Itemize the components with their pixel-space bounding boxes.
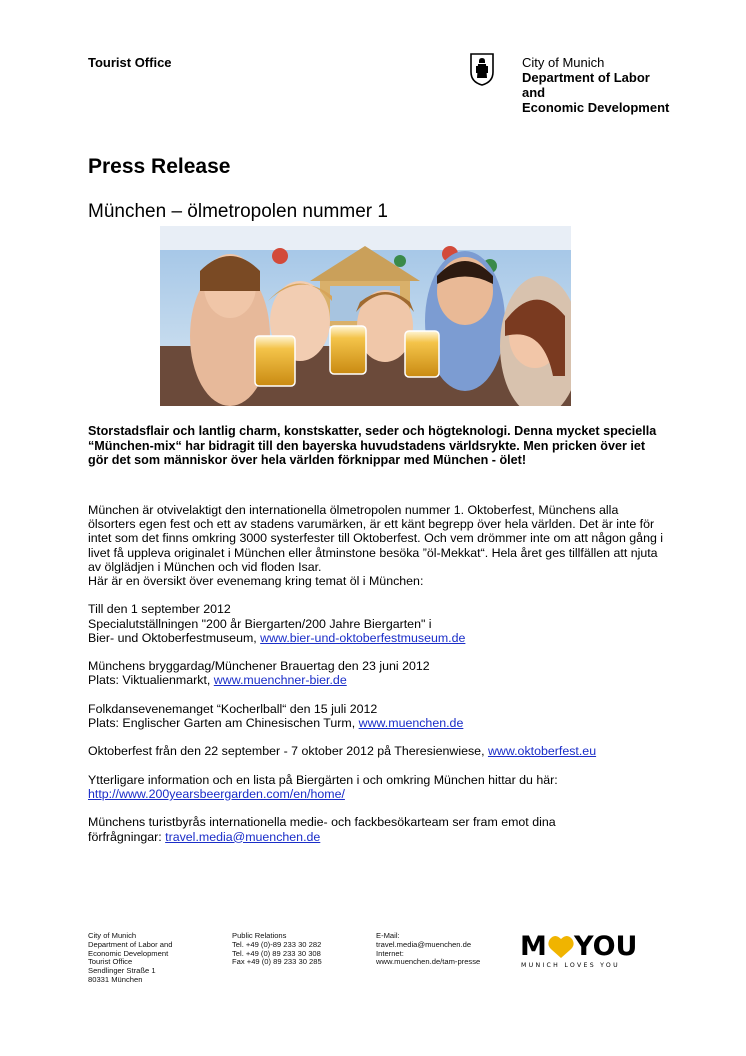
footer-line: 80331 München bbox=[88, 974, 143, 984]
footer-line: Tel. +49 (0) 89 233 30 308 bbox=[232, 948, 321, 958]
event-kocherlball bbox=[88, 702, 668, 730]
footer-line: Department of Labor and bbox=[88, 939, 173, 949]
footer-line: E-Mail: bbox=[376, 931, 400, 940]
event-place: Plats: Viktualienmarkt, bbox=[88, 673, 214, 688]
museum-link[interactable]: www.bier-und-oktoberfestmuseum.de bbox=[260, 630, 466, 645]
footer-line: Public Relations bbox=[232, 931, 287, 940]
email-link[interactable]: travel.media@muenchen.de bbox=[165, 829, 321, 844]
header-tourist-office: Tourist Office bbox=[88, 55, 172, 70]
beergarden-link[interactable]: http://www.200yearsbeergarden.com/en/home/ bbox=[88, 786, 345, 801]
event-exhibition bbox=[88, 602, 668, 645]
more-info bbox=[88, 773, 668, 801]
body-text bbox=[88, 503, 668, 858]
overview-line: Här är en översikt över evenemang kring temat öl i München: bbox=[88, 574, 424, 589]
footer-line: Economic Development bbox=[88, 948, 169, 958]
more-info-text: Ytterligare information och en lista på Biergärten i och omkring München hittar du här: bbox=[88, 772, 558, 787]
footer-line: Internet: bbox=[376, 948, 404, 958]
event-date: Till den 1 september 2012 bbox=[88, 602, 231, 617]
event-title: Münchens bryggardag/Münchener Brauertag den 23 juni 2012 bbox=[88, 659, 430, 674]
footer-line: Sendlinger Straße 1 bbox=[88, 966, 156, 976]
contact-text-2: förfrågningar: bbox=[88, 829, 166, 844]
page-title: Press Release bbox=[88, 155, 231, 178]
event-title: Oktoberfest från den 22 september - 7 oktober 2012 på Theresienwiese, bbox=[88, 744, 488, 759]
footer-line: www.muenchen.de/tam-presse bbox=[376, 957, 481, 967]
munich-coat-of-arms-icon bbox=[469, 52, 495, 86]
header-dept-line: Department of Labor bbox=[522, 70, 650, 85]
header-city-line: City of Munich bbox=[522, 55, 605, 70]
logo-tagline: MUNICH LOVES YOU bbox=[521, 962, 620, 969]
event-place: Bier- und Oktoberfestmuseum, bbox=[88, 630, 261, 645]
lead-paragraph: Storstadsflair och lantlig charm, konstskatter, seder och högteknologi. Denna mycket speciella “München-mix“ har bidragit till den bayerska huvudstadens världsrykte. Men pricken över iet gör det som människor över hela världen förknippar med München - ölet! bbox=[88, 424, 657, 467]
contact-info bbox=[88, 815, 668, 843]
footer-line: Fax +49 (0) 89 233 30 285 bbox=[232, 957, 322, 967]
event-title: Specialutställningen "200 år Biergarten/200 Jahre Biergarten" i bbox=[88, 616, 432, 631]
event-title: Folkdansevenemanget “Kocherlball“ den 15 juli 2012 bbox=[88, 701, 378, 716]
footer-line: City of Munich bbox=[88, 931, 137, 940]
munich-loves-you-logo bbox=[520, 928, 655, 970]
page-subtitle: München – ölmetropolen nummer 1 bbox=[88, 201, 388, 222]
event-oktoberfest bbox=[88, 744, 668, 758]
footer-line: travel.media@muenchen.de bbox=[376, 939, 472, 949]
header-and-line: and bbox=[522, 85, 546, 100]
intro-paragraph: München är otvivelaktigt den internationella ölmetropolen nummer 1. Oktoberfest, Münchens alla ölsorters egen fest och ett av stadens varumärken, är ett känt begrepp över hela världen. Det är inte för intet som det finns omkring 3000 systerfester till Oktoberfest. Och vem drömmer inte om att någon gång i livet få uppleva originalet i München eller åtminstone besöka ”öl-Mekkat“. Hela året ges tillfällen att njuta av ölglädjen i München och vid floden Isar. bbox=[88, 503, 664, 574]
footer-line: Tel. +49 (0)-89 233 30 282 bbox=[232, 939, 322, 949]
logo-m: M bbox=[520, 931, 547, 962]
logo-you: YOU bbox=[574, 931, 638, 962]
header-econ-line: Economic Development bbox=[522, 100, 670, 115]
contact-text: Münchens turistbyrås internationella medie- och fackbesökarteam ser fram emot dina bbox=[88, 815, 556, 830]
oktoberfest-photo bbox=[160, 226, 571, 406]
footer-phone bbox=[232, 932, 322, 967]
muenchner-bier-link[interactable]: www.muenchner-bier.de bbox=[213, 673, 347, 688]
muenchen-link[interactable]: www.muenchen.de bbox=[358, 716, 464, 730]
header-department bbox=[522, 55, 669, 115]
event-brauertag bbox=[88, 659, 668, 687]
footer-email bbox=[376, 932, 480, 967]
oktoberfest-link[interactable]: www.oktoberfest.eu bbox=[487, 744, 597, 759]
footer-line: Tourist Office bbox=[88, 957, 133, 967]
event-place: Plats: Englischer Garten am Chinesischen Turm, bbox=[88, 716, 359, 730]
heart-icon bbox=[548, 936, 573, 958]
footer-address bbox=[88, 932, 172, 985]
